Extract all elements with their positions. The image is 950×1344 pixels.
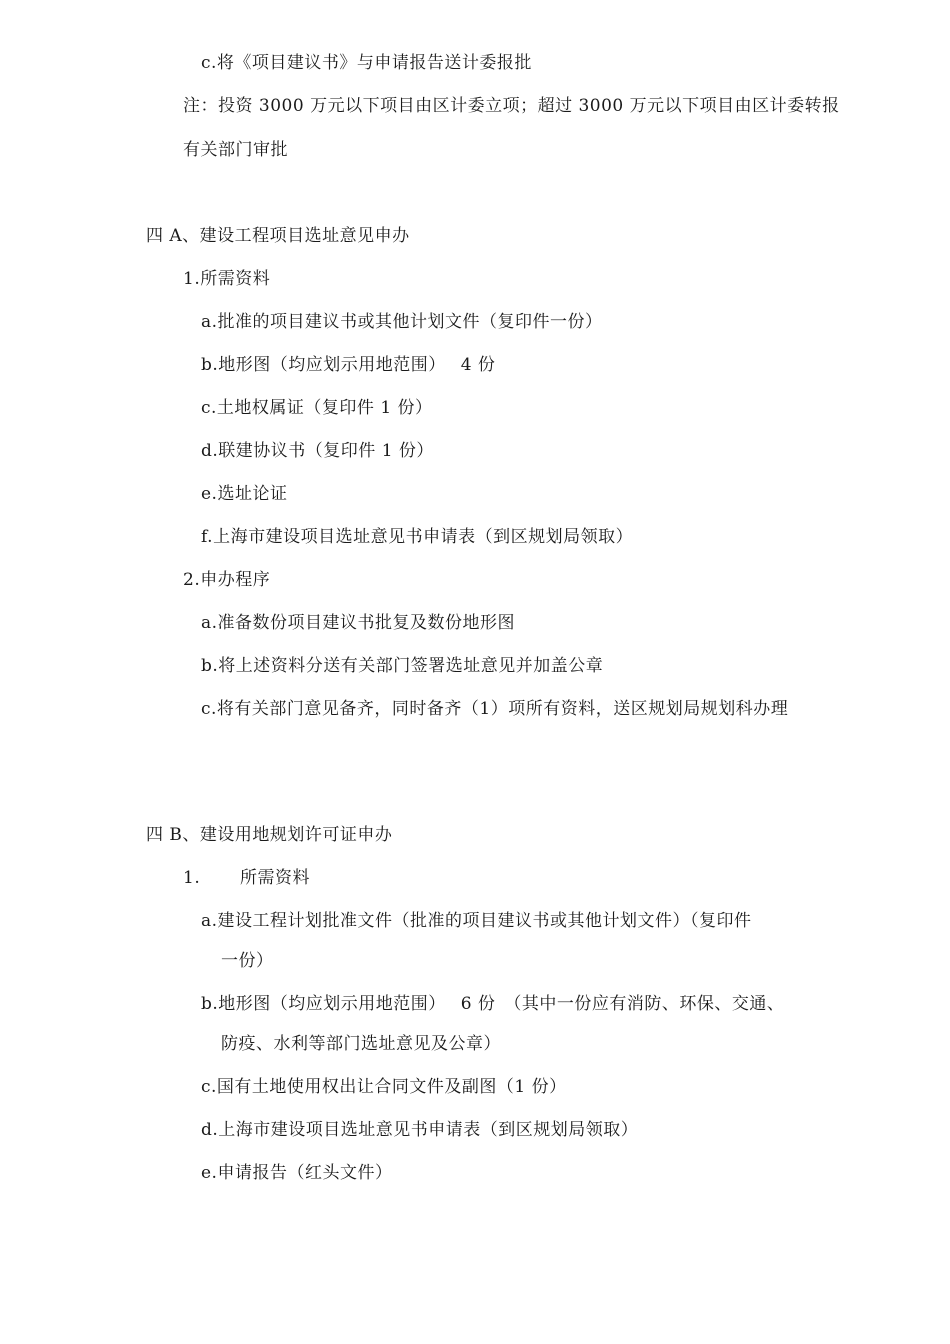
step-c-submit-proposal: c.将《项目建议书》与申请报告送计委报批 [201, 53, 532, 73]
list-item: e.选址论证 [201, 484, 288, 504]
list-item-continuation: 一份） [221, 951, 274, 971]
section-4b-materials-heading: 所需资料 [240, 868, 310, 888]
list-item: b.地形图（均应划示用地范围） 6 份 （其中一份应有消防、环保、交通、 [201, 994, 785, 1014]
list-item-continuation: 防疫、水利等部门选址意见及公章） [221, 1034, 501, 1054]
list-item: d.上海市建设项目选址意见书申请表（到区规划局领取） [201, 1120, 639, 1140]
note-line-1: 注：投资 3000 万元以下项目由区计委立项；超过 3000 万元以下项目由区计委转报 [183, 96, 840, 116]
section-4a-procedure-heading: 2.申办程序 [183, 570, 271, 590]
list-item: c.土地权属证（复印件 1 份） [201, 398, 433, 418]
section-4a-heading: 四 A、建设工程项目选址意见申办 [146, 226, 410, 246]
list-item: c.将有关部门意见备齐，同时备齐（1）项所有资料，送区规划局规划科办理 [201, 699, 789, 719]
list-item: f.上海市建设项目选址意见书申请表（到区规划局领取） [201, 527, 634, 547]
note-line-2: 有关部门审批 [183, 140, 288, 160]
list-item: b.将上述资料分送有关部门签署选址意见并加盖公章 [201, 656, 604, 676]
list-item: c.国有土地使用权出让合同文件及副图（1 份） [201, 1077, 567, 1097]
list-item: a.批准的项目建议书或其他计划文件（复印件一份） [201, 312, 603, 332]
section-4b-materials-number: 1. [183, 868, 201, 888]
section-4a-materials-heading: 1.所需资料 [183, 269, 271, 289]
list-item: e.申请报告（红头文件） [201, 1163, 393, 1183]
list-item: a.准备数份项目建议书批复及数份地形图 [201, 613, 516, 633]
list-item: b.地形图（均应划示用地范围） 4 份 [201, 355, 496, 375]
list-item: a.建设工程计划批准文件（批准的项目建议书或其他计划文件）（复印件 [201, 911, 752, 931]
list-item: d.联建协议书（复印件 1 份） [201, 441, 434, 461]
section-4b-heading: 四 B、建设用地规划许可证申办 [146, 825, 393, 845]
